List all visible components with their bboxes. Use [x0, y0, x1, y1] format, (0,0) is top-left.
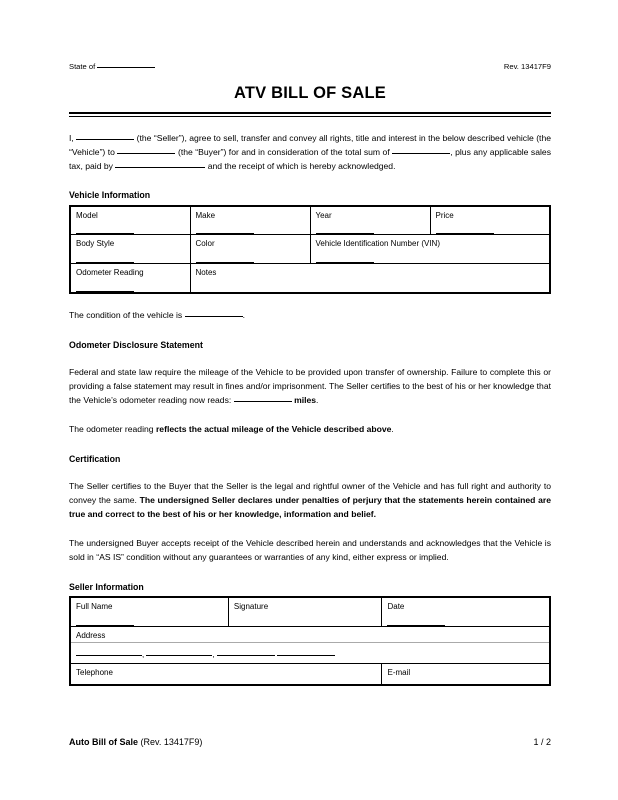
odometer-text-a: Federal and state law require the mileage of the Vehicle to be provided upon transfer of ownership. Failure to complete this or providing a false statement may result in fines and/or imprisonment. The Seller certifies to the best of his or her knowledge that the Vehicle’s odometer reading now reads:: [69, 367, 551, 405]
condition-paragraph: [69, 309, 551, 323]
revision-code: Rev. 13417F9: [503, 62, 551, 71]
table-row: [70, 597, 550, 626]
page-title: ATV BILL OF SALE: [233, 84, 386, 103]
intro-text-a: I,: [69, 132, 74, 143]
odometer-text-c: .: [316, 394, 319, 405]
cell-notes[interactable]: Notes: [190, 264, 550, 293]
address-zip-blank[interactable]: [277, 655, 335, 656]
document-footer: [69, 737, 551, 747]
total-sum-blank[interactable]: [392, 153, 450, 154]
certification-bold: The undersigned Seller declares under penalties of perjury that the statements herein contained are true and correct to the best of his or her knowledge, information and belief.: [69, 495, 551, 519]
seller-information-heading: Seller Information: [69, 581, 144, 592]
intro-paragraph: [69, 132, 551, 174]
intro-text-d: , plus any applicable sales tax, paid by: [69, 146, 551, 171]
footer-doc-title: Auto Bill of Sale: [69, 737, 139, 747]
footer-page-number: 1 / 2: [533, 737, 551, 747]
table-row: [70, 235, 550, 264]
certification-paragraph-2: The undersigned Buyer accepts receipt of the Vehicle described herein and understands and acknowledges that the Vehicle is sold in “AS IS” condition without any guarantees or warranties of any kind, either express or implied.: [69, 537, 551, 562]
footer-revision: (Rev. 13417F9): [140, 737, 203, 747]
state-of-label: State of: [69, 62, 96, 71]
odometer-miles-blank[interactable]: [234, 401, 292, 402]
table-row: [70, 206, 550, 235]
cell-seller-telephone[interactable]: Telephone: [70, 663, 382, 685]
intro-text-b: (the “Seller”), agree to sell, transfer and convey all rights, title and interest in the below described vehicle (the “Vehicle”) to: [69, 132, 552, 157]
odometer-miles-label: miles: [294, 394, 317, 405]
seller-information-table: [69, 596, 551, 686]
document-content: [69, 62, 551, 686]
cell-seller-full-name[interactable]: Full Name: [70, 597, 228, 626]
table-row: [70, 264, 550, 293]
odometer-p2-bold: reflects the actual mileage of the Vehicle described above: [155, 423, 392, 434]
odometer-p2-text-c: .: [391, 423, 394, 434]
cell-seller-address-lines[interactable]: [70, 642, 550, 663]
cell-make[interactable]: Make: [190, 206, 310, 235]
intro-text-e: and the receipt of which is hereby acknowledged.: [207, 160, 396, 171]
state-of-blank[interactable]: [97, 67, 155, 68]
condition-text-a: The condition of the vehicle is: [69, 309, 183, 320]
intro-text-c: (the “Buyer”) for and in consideration of the total sum of: [177, 146, 390, 157]
cell-seller-address-label: Address: [70, 626, 550, 642]
certification-paragraph-1: [69, 480, 551, 522]
cell-vin[interactable]: Vehicle Identification Number (VIN): [310, 235, 550, 264]
cell-model[interactable]: Model: [70, 206, 190, 235]
certification-text-a: The Seller certifies to the Buyer that the Seller is the legal and rightful owner of the Vehicle and has full right and authority to convey the same.: [69, 481, 551, 506]
cell-year[interactable]: Year: [310, 206, 430, 235]
cell-odometer-reading[interactable]: Odometer Reading: [70, 264, 190, 293]
cell-body-style[interactable]: Body Style: [70, 235, 190, 264]
cell-seller-email[interactable]: E-mail: [382, 663, 550, 685]
odometer-paragraph-2: [69, 423, 551, 437]
odometer-reading-blank[interactable]: [76, 291, 134, 292]
seller-address-inputs: [76, 650, 335, 659]
cell-color[interactable]: Color: [190, 235, 310, 264]
address-sep-2: ,: [212, 649, 215, 659]
odometer-p2-text-a: The odometer reading: [69, 423, 154, 434]
table-row: [70, 626, 550, 642]
document-header: [69, 62, 551, 71]
vehicle-information-heading: Vehicle Information: [69, 190, 151, 201]
odometer-disclosure-heading: Odometer Disclosure Statement: [69, 339, 203, 350]
payment-method-blank[interactable]: [115, 167, 205, 168]
condition-blank[interactable]: [185, 316, 243, 317]
address-street-blank[interactable]: [76, 655, 142, 656]
vehicle-information-table: [69, 205, 551, 294]
condition-text-b: .: [242, 309, 245, 320]
cell-price[interactable]: Price: [430, 206, 550, 235]
address-sep-1: ,: [142, 649, 145, 659]
cell-seller-signature[interactable]: Signature: [228, 597, 382, 626]
odometer-paragraph-1: [69, 366, 551, 408]
certification-heading: Certification: [69, 453, 121, 464]
state-of-field: [69, 62, 155, 71]
address-city-blank[interactable]: [146, 655, 212, 656]
table-row: [70, 663, 550, 685]
seller-name-blank[interactable]: [76, 139, 134, 140]
address-state-blank[interactable]: [217, 655, 275, 656]
buyer-name-blank[interactable]: [117, 153, 175, 154]
footer-document-name: [69, 737, 202, 747]
table-row: [70, 642, 550, 663]
cell-seller-date[interactable]: Date: [382, 597, 550, 626]
